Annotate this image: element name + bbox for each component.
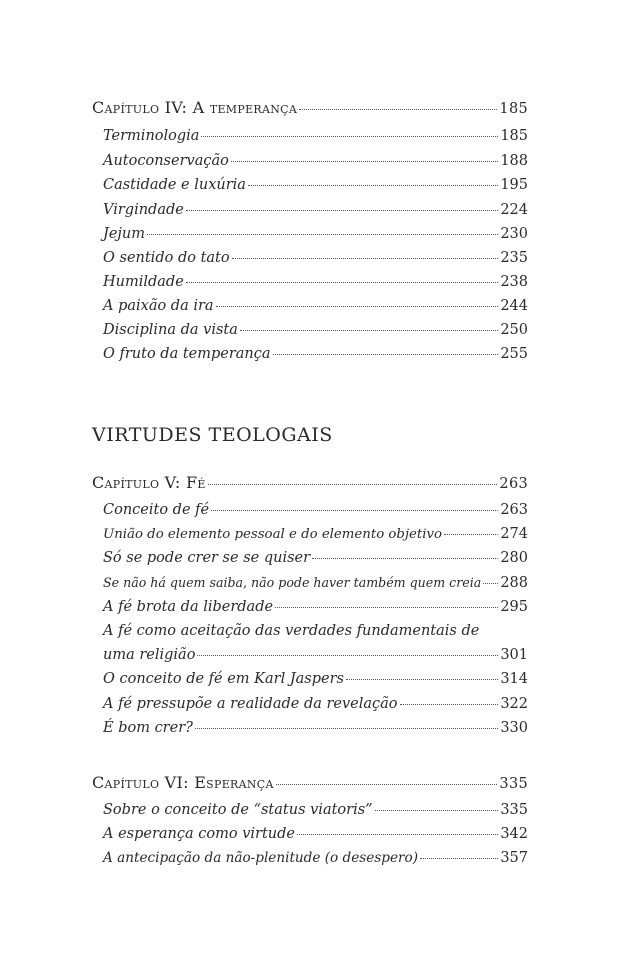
toc-entry: [103, 153, 528, 169]
toc-entry: [103, 298, 528, 314]
dot-leader: [216, 306, 499, 307]
toc-entry: [103, 250, 528, 266]
entry-title: Castidade e luxúria: [103, 177, 246, 193]
dot-leader: [346, 679, 498, 680]
toc-entry: [103, 826, 528, 842]
dot-leader: [147, 234, 498, 235]
toc-entry: [103, 671, 528, 687]
entry-title: Humildade: [103, 274, 184, 290]
dot-leader: [273, 354, 499, 355]
toc-chapter-5: [92, 473, 528, 492]
toc-chapter-4: [92, 98, 528, 117]
entry-title: É bom crer?: [103, 720, 193, 736]
toc-entry: [103, 850, 528, 866]
page-number: 230: [500, 226, 528, 242]
section-title: VIRTUDES TEOLOGAIS: [92, 424, 333, 446]
page-number: 330: [500, 720, 528, 736]
dot-leader: [195, 728, 498, 729]
toc-entry-title-line1: A fé como aceitação das verdades fundamentais de: [103, 623, 480, 639]
dot-leader: [208, 484, 498, 485]
dot-leader: [197, 655, 498, 656]
entry-title: União do elemento pessoal e do elemento objetivo: [103, 527, 443, 542]
toc-entry: [103, 177, 528, 193]
dot-leader: [275, 607, 498, 608]
page-number: 185: [499, 101, 528, 117]
entry-title: O fruto da temperança: [103, 346, 271, 362]
page-number: 224: [500, 202, 528, 218]
page-number: 280: [500, 550, 528, 566]
toc-entry: [103, 720, 528, 736]
chapter-title: Capítulo IV: A temperança: [92, 98, 298, 117]
page-number: 342: [500, 826, 528, 842]
dot-leader: [297, 834, 498, 835]
page-number: 301: [500, 647, 528, 663]
chapter-title: Capítulo VI: Esperança: [92, 773, 274, 792]
page-number: 357: [500, 850, 528, 866]
page-number: 335: [499, 776, 528, 792]
entry-title: Terminologia: [103, 128, 200, 144]
dot-leader: [201, 136, 498, 137]
page-number: 288: [500, 575, 528, 591]
entry-title: A paixão da ira: [103, 298, 214, 314]
entry-title: O conceito de fé em Karl Jaspers: [103, 671, 344, 687]
dot-leader: [400, 704, 499, 705]
toc-entry: [103, 696, 528, 712]
dot-leader: [420, 858, 498, 859]
toc-entry: [103, 346, 528, 362]
page-number: 335: [500, 802, 528, 818]
entry-title: A fé brota da liberdade: [103, 599, 274, 615]
page-number: 238: [500, 274, 528, 290]
entry-title: Autoconservação: [103, 153, 229, 169]
toc-entry: [103, 526, 528, 542]
page-number: 314: [500, 671, 528, 687]
page-number: 185: [500, 128, 528, 144]
dot-leader: [240, 330, 498, 331]
toc-entry: [103, 202, 528, 218]
dot-leader: [299, 109, 497, 110]
entry-title: Se não há quem saiba, não pode haver também quem creia: [103, 575, 482, 590]
toc-entry: [103, 647, 528, 663]
entry-title: Só se pode crer se se quiser: [103, 550, 311, 566]
dot-leader: [186, 282, 499, 283]
toc-entry: [103, 128, 528, 144]
toc-entry: [103, 226, 528, 242]
page-number: 195: [500, 177, 528, 193]
dot-leader: [186, 210, 498, 211]
dot-leader: [312, 558, 498, 559]
dot-leader: [211, 510, 498, 511]
entry-title: A esperança como virtude: [103, 826, 295, 842]
dot-leader: [231, 161, 498, 162]
page-number: 188: [500, 153, 528, 169]
page-number: 263: [500, 502, 528, 518]
page-number: 235: [500, 250, 528, 266]
toc-chapter-6: [92, 773, 528, 792]
entry-title: Conceito de fé: [103, 502, 210, 518]
page-number: 255: [500, 346, 528, 362]
dot-leader: [375, 810, 499, 811]
page-number: 244: [500, 298, 528, 314]
toc-entry: [103, 274, 528, 290]
toc-entry: [103, 322, 528, 338]
entry-title: Sobre o conceito de “status viatoris”: [103, 802, 373, 818]
dot-leader: [444, 534, 498, 535]
page-number: 322: [500, 696, 528, 712]
dot-leader: [248, 185, 498, 186]
entry-title: Jejum: [103, 226, 145, 242]
dot-leader: [483, 583, 498, 584]
page-number: 263: [499, 476, 528, 492]
toc-entry: [103, 550, 528, 566]
toc-entry: [103, 575, 528, 591]
entry-title: Virgindade: [103, 202, 184, 218]
chapter-title: Capítulo V: Fé: [92, 473, 206, 492]
dot-leader: [232, 258, 499, 259]
page-number: 250: [500, 322, 528, 338]
entry-title: A fé pressupõe a realidade da revelação: [103, 696, 398, 712]
toc-entry: [103, 599, 528, 615]
entry-title: O sentido do tato: [103, 250, 230, 266]
toc-entry: [103, 802, 528, 818]
page-number: 274: [500, 526, 528, 542]
entry-title: uma religião: [103, 647, 196, 663]
dot-leader: [276, 784, 498, 785]
entry-title: A antecipação da não-plenitude (o desespero): [103, 850, 419, 866]
entry-title: Disciplina da vista: [103, 322, 238, 338]
toc-entry: [103, 502, 528, 518]
page-number: 295: [500, 599, 528, 615]
